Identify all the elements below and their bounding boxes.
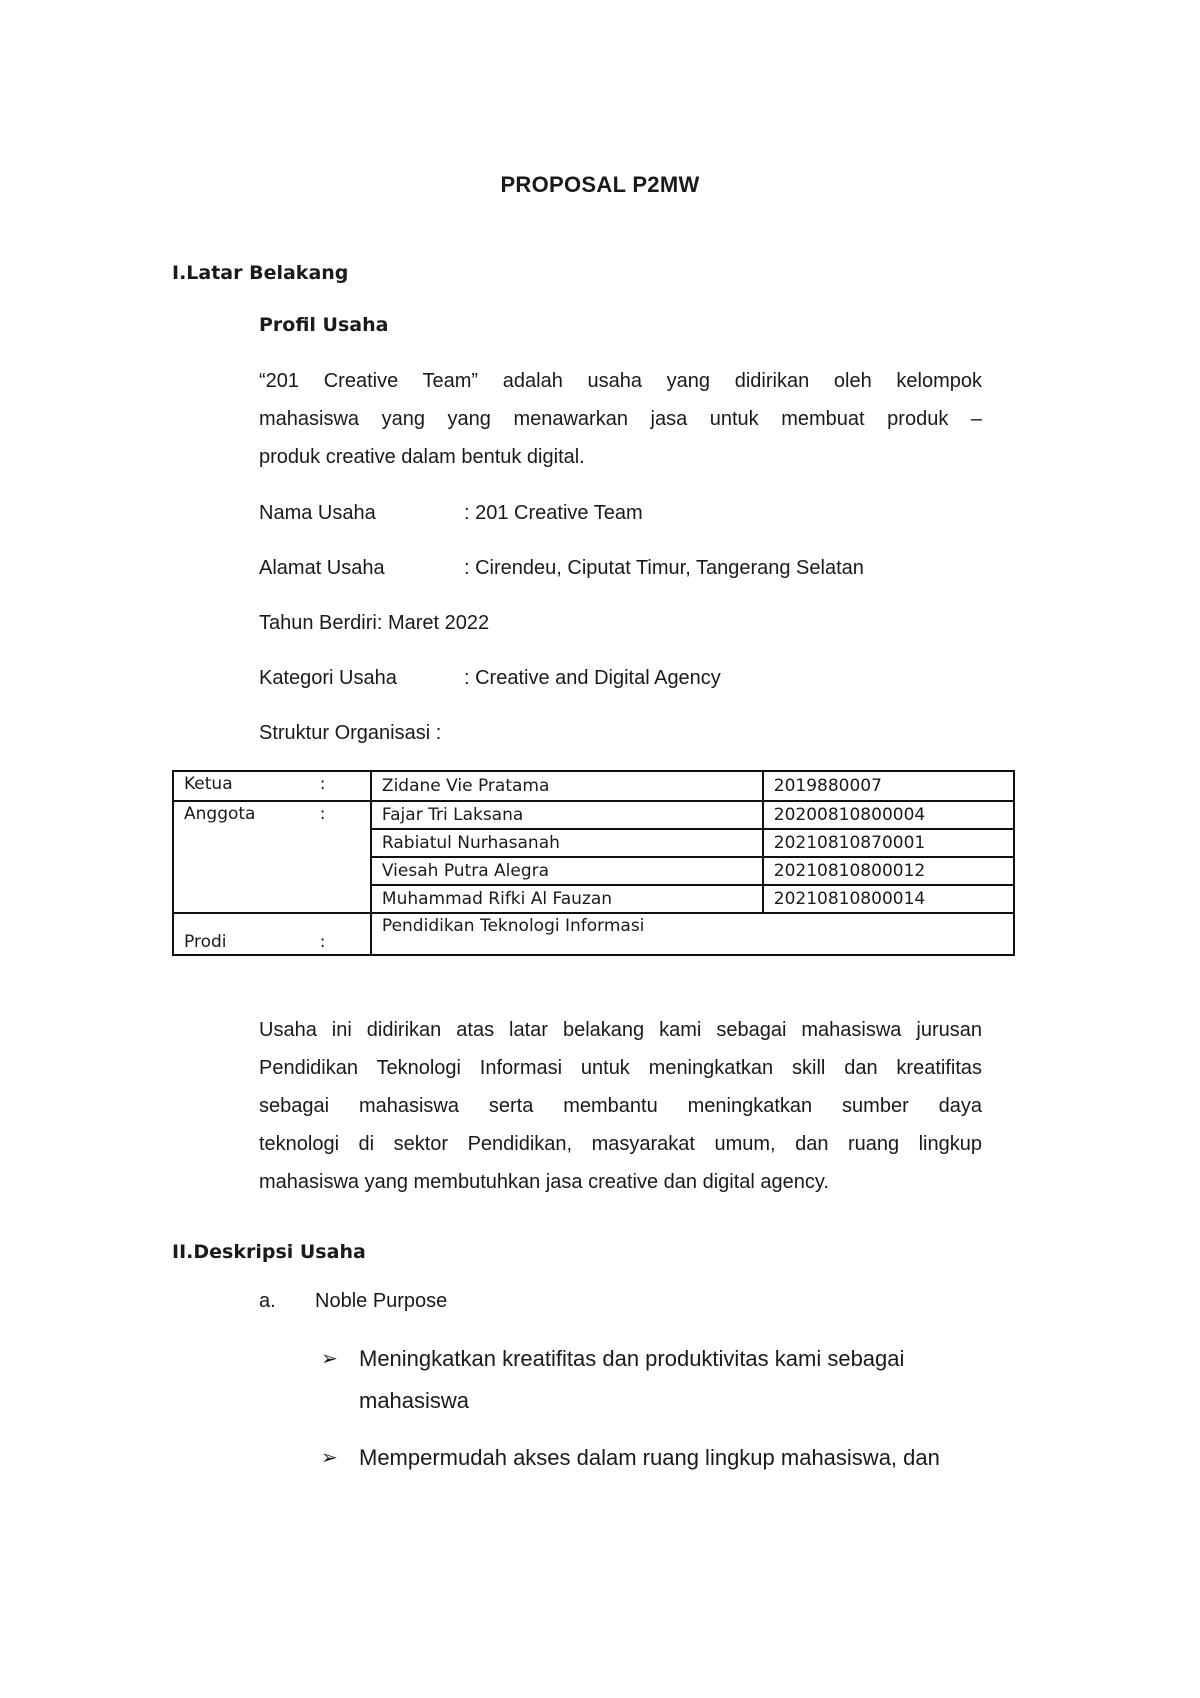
list-marker: a. xyxy=(259,1290,276,1312)
name-cell: Viesah Putra Alegra xyxy=(371,857,763,885)
field-value: : Creative and Digital Agency xyxy=(464,667,721,689)
name-cell: Muhammad Rifki Al Fauzan xyxy=(371,885,763,913)
table-row xyxy=(173,913,1014,955)
prodi-value-cell: Pendidikan Teknologi Informasi xyxy=(371,913,1014,955)
nim-cell: 20200810800004 xyxy=(763,801,1014,829)
field-label: Tahun Berdiri: Maret 2022 xyxy=(259,612,490,634)
list-item-label: Noble Purpose xyxy=(315,1290,448,1312)
field-label: Kategori Usaha xyxy=(259,667,397,689)
field-value: : 201 Creative Team xyxy=(464,502,643,524)
field-tahun-berdiri xyxy=(259,612,489,635)
name-cell: Rabiatul Nurhasanah xyxy=(371,829,763,857)
nim-cell: 20210810870001 xyxy=(763,829,1014,857)
role-cell: Anggota xyxy=(173,801,320,913)
colon-cell: : xyxy=(320,771,371,801)
field-nama-usaha xyxy=(259,502,643,525)
table-row xyxy=(173,801,1014,829)
bullet-text: mahasiswa xyxy=(359,1388,470,1413)
intro-line: “201 Creative Team” adalah usaha yang didirikan oleh kelompok xyxy=(259,370,982,392)
name-cell: Fajar Tri Laksana xyxy=(371,801,763,829)
name-cell: Zidane Vie Pratama xyxy=(371,771,763,801)
section-heading-deskripsi-usaha: II.Deskripsi Usaha xyxy=(172,1241,366,1263)
bullet-text: Meningkatkan kreatifitas dan produktivitas kami sebagai xyxy=(359,1346,905,1371)
field-label: Nama Usaha xyxy=(259,502,376,524)
list-item-noble-purpose xyxy=(259,1290,448,1313)
field-struktur-organisasi xyxy=(259,722,441,745)
organization-table xyxy=(172,770,1015,956)
colon-cell: : xyxy=(320,913,371,955)
section-heading-latar-belakang: I.Latar Belakang xyxy=(172,262,349,284)
nim-cell: 2019880007 xyxy=(763,771,1014,801)
bullet-text: Mempermudah akses dalam ruang lingkup mahasiswa, dan xyxy=(359,1445,940,1470)
intro-paragraph xyxy=(259,362,982,476)
field-value: : Cirendeu, Ciputat Timur, Tangerang Selatan xyxy=(464,557,864,579)
table-row xyxy=(173,771,1014,801)
background-paragraph xyxy=(259,1011,982,1201)
colon-cell: : xyxy=(320,801,371,913)
field-label: Struktur Organisasi : xyxy=(259,722,442,744)
role-cell: Ketua xyxy=(173,771,320,801)
arrow-bullet-icon: ➢ xyxy=(321,1447,338,1469)
field-kategori-usaha xyxy=(259,667,721,690)
field-label: Alamat Usaha xyxy=(259,557,385,579)
role-cell: Prodi xyxy=(173,913,320,955)
background-line: Pendidikan Teknologi Informasi untuk meningkatkan skill dan kreatifitas xyxy=(259,1057,982,1079)
nim-cell: 20210810800014 xyxy=(763,885,1014,913)
background-line: teknologi di sektor Pendidikan, masyarakat umum, dan ruang lingkup xyxy=(259,1133,982,1155)
background-line: Usaha ini didirikan atas latar belakang kami sebagai mahasiswa jurusan xyxy=(259,1019,982,1041)
nim-cell: 20210810800012 xyxy=(763,857,1014,885)
field-alamat-usaha xyxy=(259,557,864,580)
background-line: sebagai mahasiswa serta membantu meningkatkan sumber daya xyxy=(259,1095,982,1117)
intro-line: mahasiswa yang yang menawarkan jasa untuk membuat produk – xyxy=(259,408,982,430)
intro-line: produk creative dalam bentuk digital. xyxy=(259,446,585,468)
background-line: mahasiswa yang membutuhkan jasa creative dan digital agency. xyxy=(259,1171,829,1193)
arrow-bullet-icon: ➢ xyxy=(321,1348,338,1370)
document-title: PROPOSAL P2MW xyxy=(500,172,700,197)
subheading-profil-usaha: Profil Usaha xyxy=(259,314,389,336)
